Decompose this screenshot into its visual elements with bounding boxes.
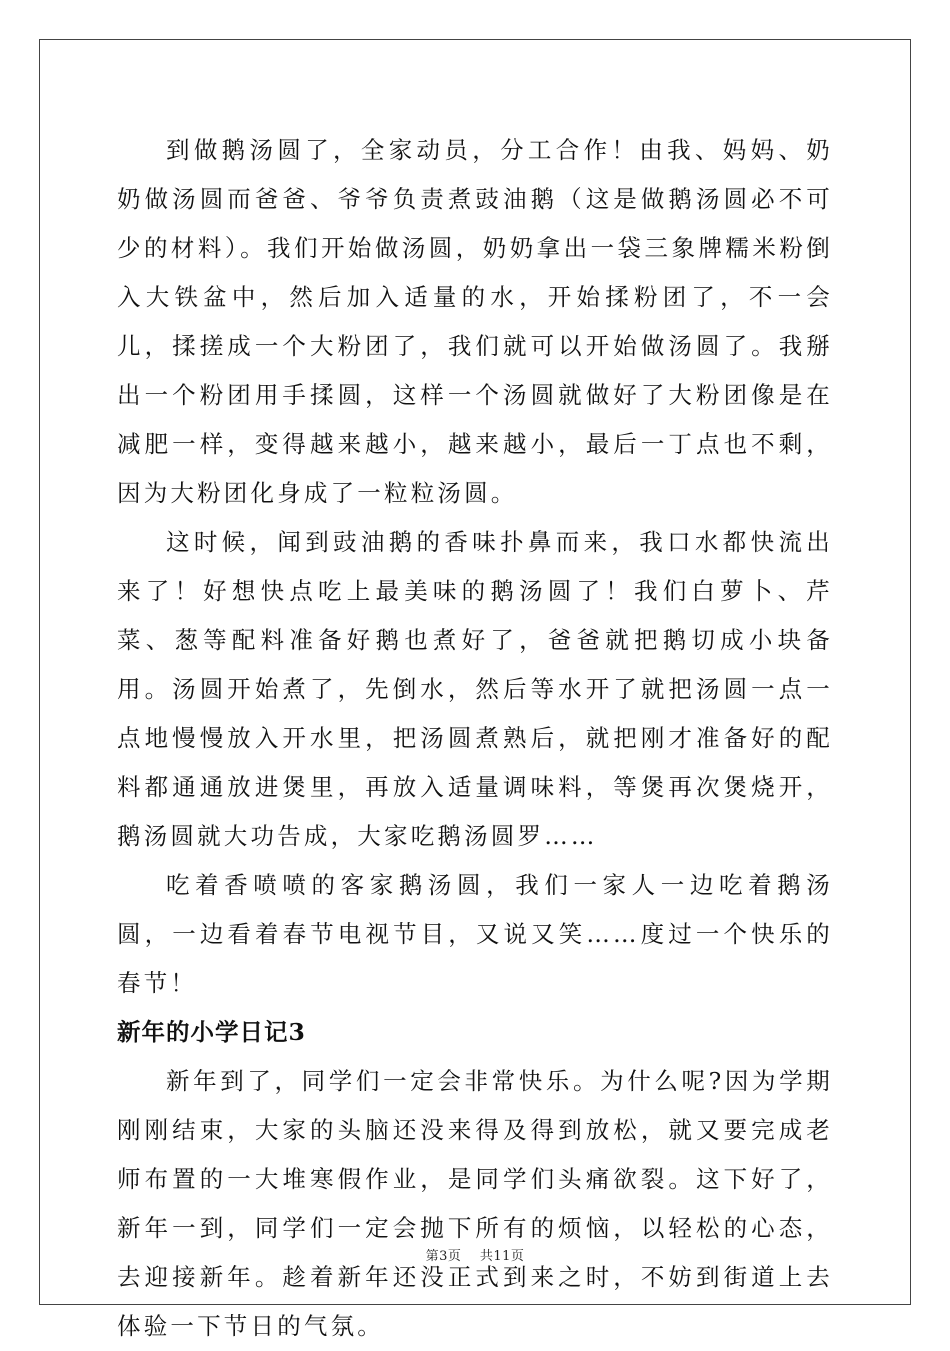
document-body	[117, 126, 833, 1351]
paragraph-4: 新年到了，同学们一定会非常快乐。为什么呢?因为学期刚刚结束，大家的头脑还没来得及得到放松，就又要完成老师布置的一大堆寒假作业，是同学们头痛欲裂。这下好了，新年一到，同学们一定会抛下所有的烦恼，以轻松的心态，去迎接新年。趁着新年还没正式到来之时，不妨到街道上去体验一下节日的气氛。	[117, 1067, 833, 1340]
page-total: 共11页	[479, 1249, 525, 1264]
page-number: 第3页	[425, 1249, 462, 1264]
section-heading: 新年的小学日记3	[117, 1018, 306, 1046]
paragraph-2: 这时候，闻到豉油鹅的香味扑鼻而来，我口水都快流出来了！好想快点吃上最美味的鹅汤圆了！我们白萝卜、芹菜、葱等配料准备好鹅也煮好了，爸爸就把鹅切成小块备用。汤圆开始煮了，先倒水，然后等水开了就把汤圆一点一点地慢慢放入开水里，把汤圆煮熟后，就把刚才准备好的配料都通通放进煲里，再放入适量调味料，等煲再次煲烧开，鹅汤圆就大功告成，大家吃鹅汤圆罗……	[117, 528, 833, 850]
page-footer	[0, 1245, 950, 1264]
paragraph-1: 到做鹅汤圆了，全家动员，分工合作！由我、妈妈、奶奶做汤圆而爸爸、爷爷负责煮豉油鹅（这是做鹅汤圆必不可少的材料）。我们开始做汤圆，奶奶拿出一袋三象牌糯米粉倒入大铁盆中，然后加入适量的水，开始揉粉团了，不一会儿，揉搓成一个大粉团了，我们就可以开始做汤圆了。我掰出一个粉团用手揉圆，这样一个汤圆就做好了大粉团像是在减肥一样，变得越来越小，越来越小，最后一丁点也不剩，因为大粉团化身成了一粒粒汤圆。	[117, 136, 833, 507]
paragraph-3: 吃着香喷喷的客家鹅汤圆，我们一家人一边吃着鹅汤圆，一边看着春节电视节目，又说又笑……度过一个快乐的春节！	[117, 871, 833, 997]
